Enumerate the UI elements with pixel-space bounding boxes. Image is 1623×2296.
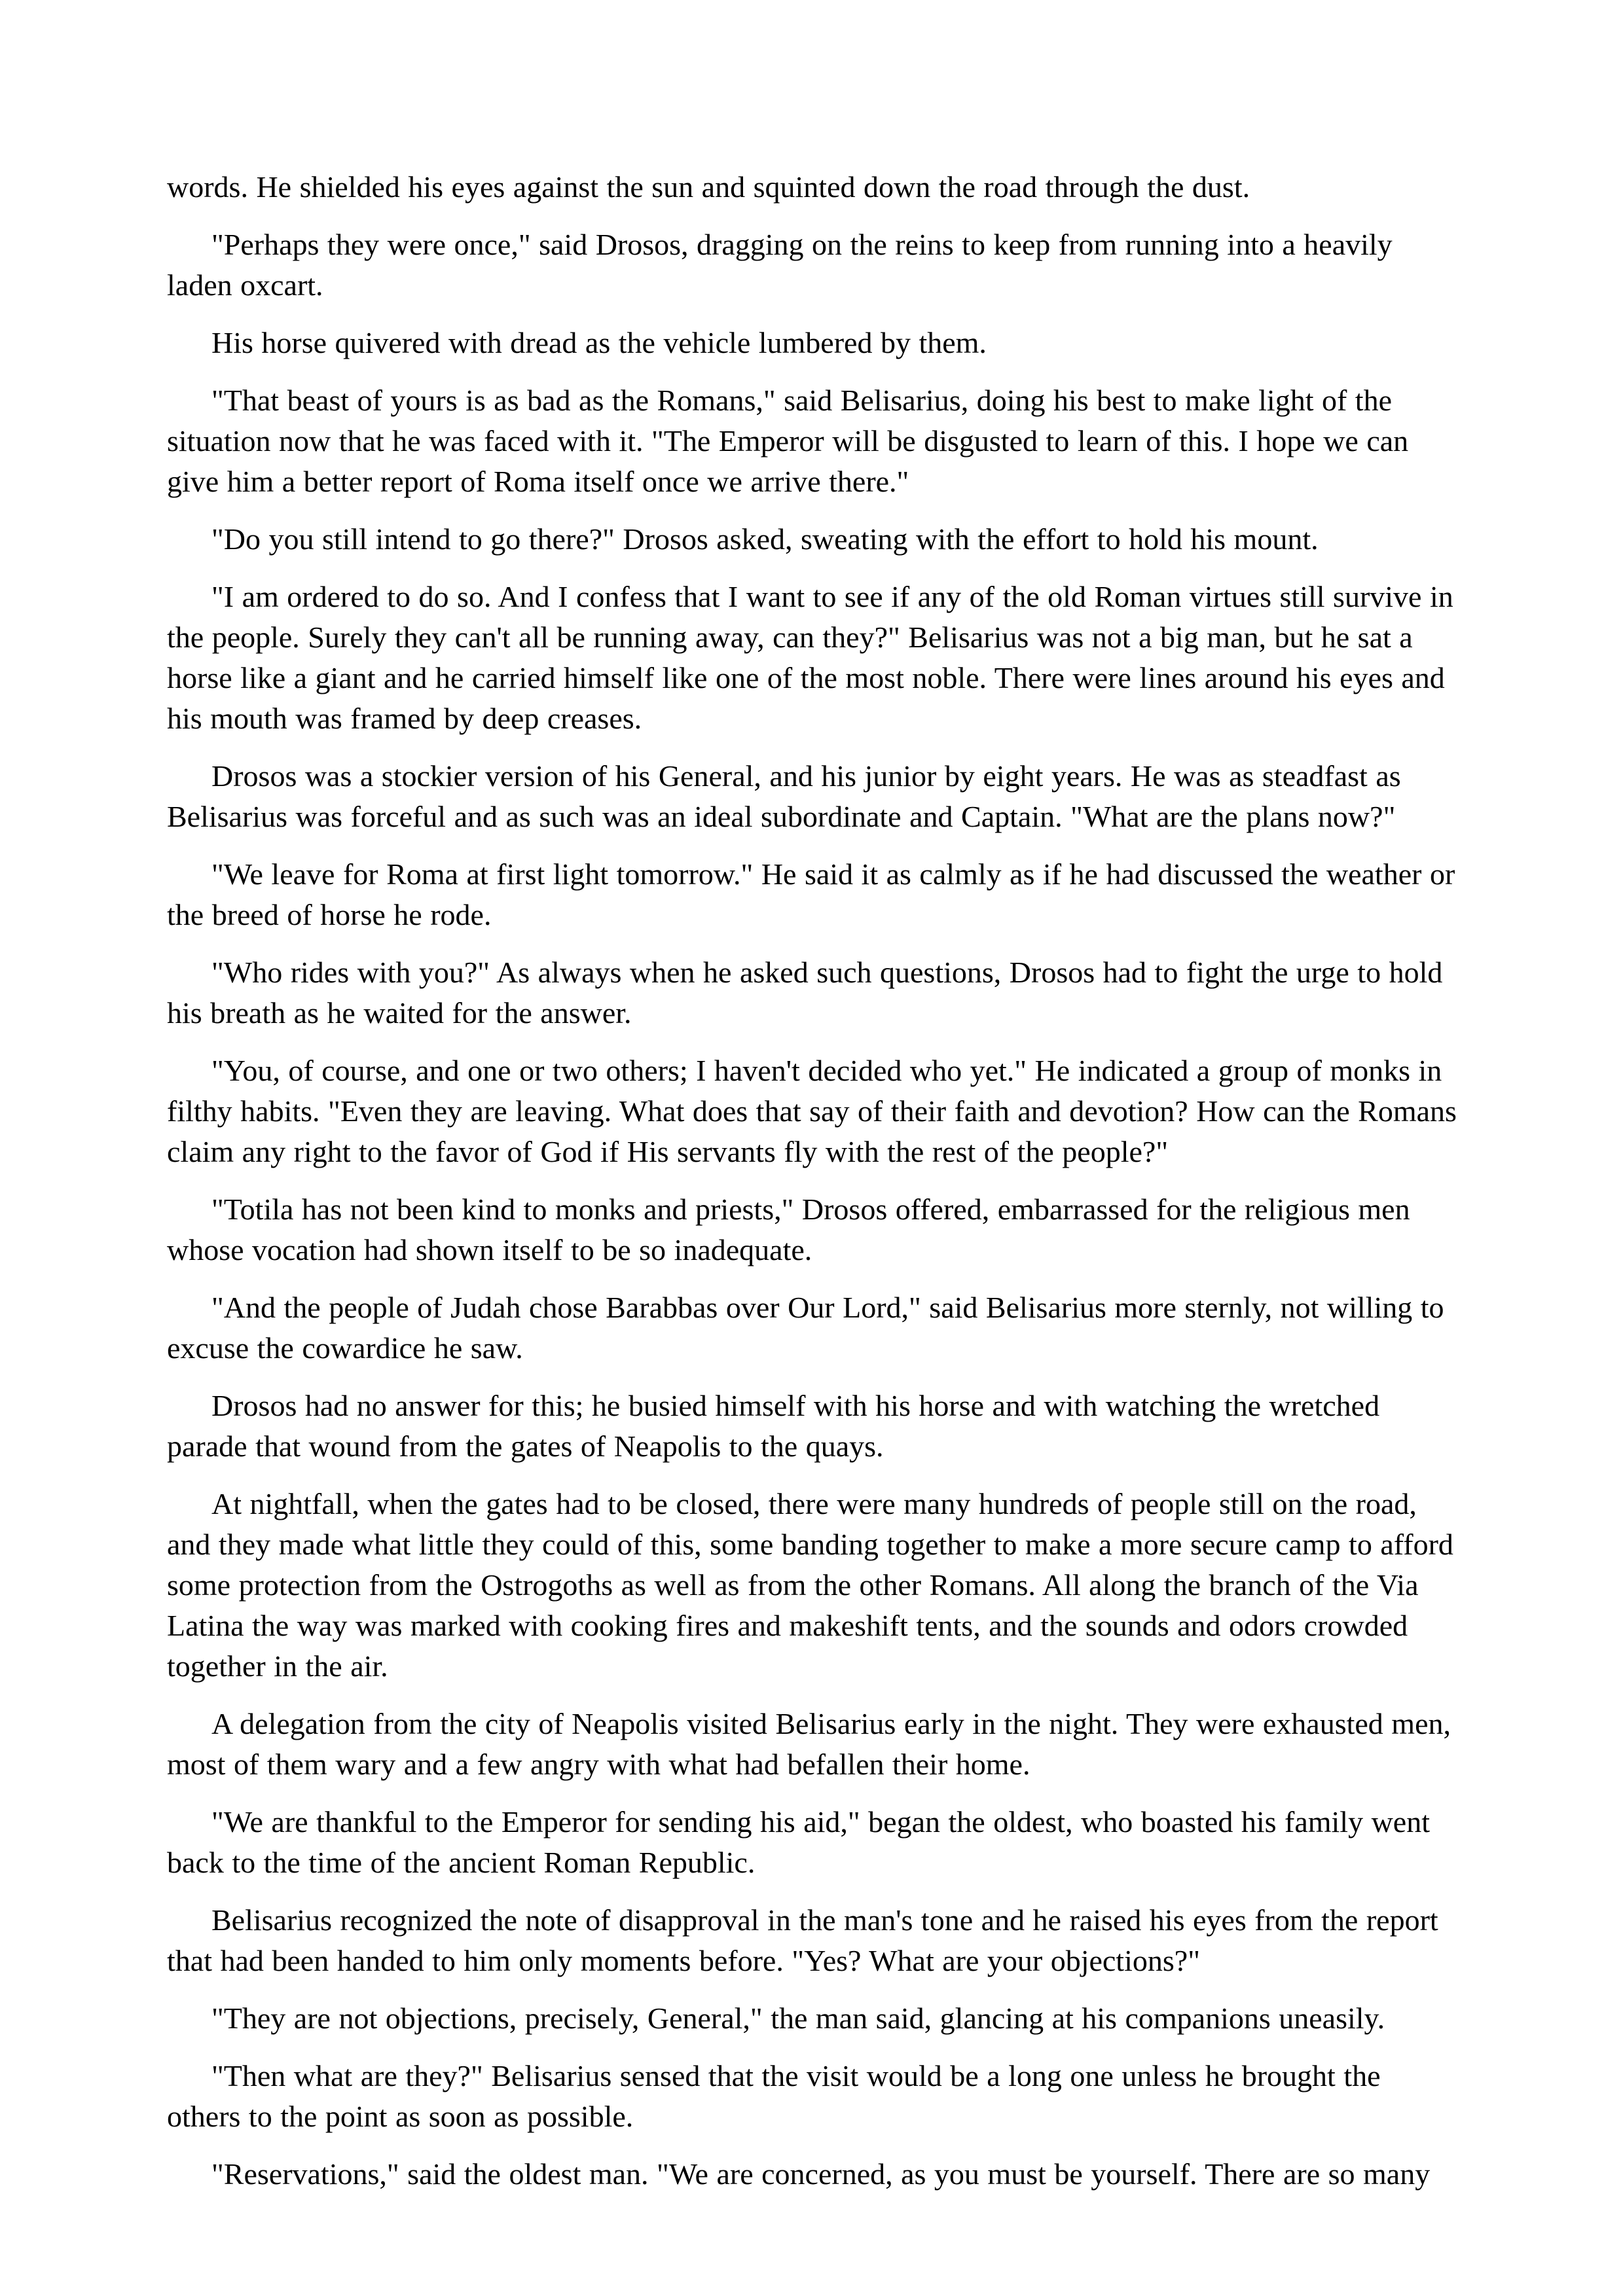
paragraph: "Perhaps they were once," said Drosos, dragging on the reins to keep from running into a heavily laden oxcart. (167, 228, 1393, 302)
paragraph: Drosos had no answer for this; he busied himself with his horse and with watching the wretched parade that wound from the gates of Neapolis to the quays. (167, 1389, 1380, 1463)
paragraph: Belisarius recognized the note of disapproval in the man's tone and he raised his eyes from the report that had been handed to him only moments before. "Yes? What are your objections?" (167, 1903, 1438, 1977)
paragraph: "Reservations," said the oldest man. "We are concerned, as you must be yourself. There are so many (211, 2157, 1431, 2191)
paragraph: A delegation from the city of Neapolis visited Belisarius early in the night. They were exhausted men, most of them wary and a few angry with what had befallen their home. (167, 1707, 1451, 1781)
paragraph: "We are thankful to the Emperor for sending his aid," began the oldest, who boasted his family went back to the time of the ancient Roman Republic. (167, 1805, 1430, 1879)
paragraph: "They are not objections, precisely, General," the man said, glancing at his companions uneasily. (211, 2001, 1385, 2035)
paragraph: "Then what are they?" Belisarius sensed that the visit would be a long one unless he brought the others to the point as soon as possible. (167, 2059, 1381, 2133)
paragraph: "You, of course, and one or two others; I haven't decided who yet." He indicated a group of monks in filthy habits. "Even they are leaving. What does that say of their faith and devotion? How can the Romans claim any right to the favor of God if His servants fly with the rest of the people?" (167, 1054, 1457, 1168)
paragraph: "Do you still intend to go there?" Drosos asked, sweating with the effort to hold his mount. (211, 522, 1319, 556)
paragraph: "We leave for Roma at first light tomorrow." He said it as calmly as if he had discussed the weather or the breed of horse he rode. (167, 857, 1455, 931)
paragraph: "I am ordered to do so. And I confess that I want to see if any of the old Roman virtues still survive in the people. Surely they can't all be running away, can they?" Belisarius was not a big man, but he sat a horse like a giant and he carried himself like one of the most noble. There were lines around his eyes and his mouth was framed by deep creases. (167, 580, 1453, 735)
paragraph: "Who rides with you?" As always when he asked such questions, Drosos had to fight the urge to hold his breath as he waited for the answer. (167, 956, 1443, 1030)
paragraph: "And the people of Judah chose Barabbas over Our Lord," said Belisarius more sternly, not willing to excuse the cowardice he saw. (167, 1291, 1444, 1365)
paragraph: "That beast of yours is as bad as the Romans," said Belisarius, doing his best to make light of the situation now that he was faced with it. "The Emperor will be disgusted to learn of this. I hope we can give him a better report of Roma itself once we arrive there." (167, 384, 1409, 498)
paragraph: words. He shielded his eyes against the sun and squinted down the road through the dust. (167, 170, 1250, 204)
paragraph: "Totila has not been kind to monks and priests," Drosos offered, embarrassed for the religious men whose vocation had shown itself to be so inadequate. (167, 1193, 1410, 1266)
paragraph: Drosos was a stockier version of his General, and his junior by eight years. He was as steadfast as Belisarius was forceful and as such was an ideal subordinate and Captain. "What are the plans now?" (167, 759, 1401, 833)
paragraph: At nightfall, when the gates had to be closed, there were many hundreds of people still on the road, and they made what little they could of this, some banding together to make a more secure camp to afford some protection from the Ostrogoths as well as from the other Romans. All along the branch of the Via Latina the way was marked with cooking fires and makeshift tents, and the sounds and odors crowded together in the air. (167, 1487, 1453, 1683)
paragraph: His horse quivered with dread as the vehicle lumbered by them. (211, 326, 987, 359)
